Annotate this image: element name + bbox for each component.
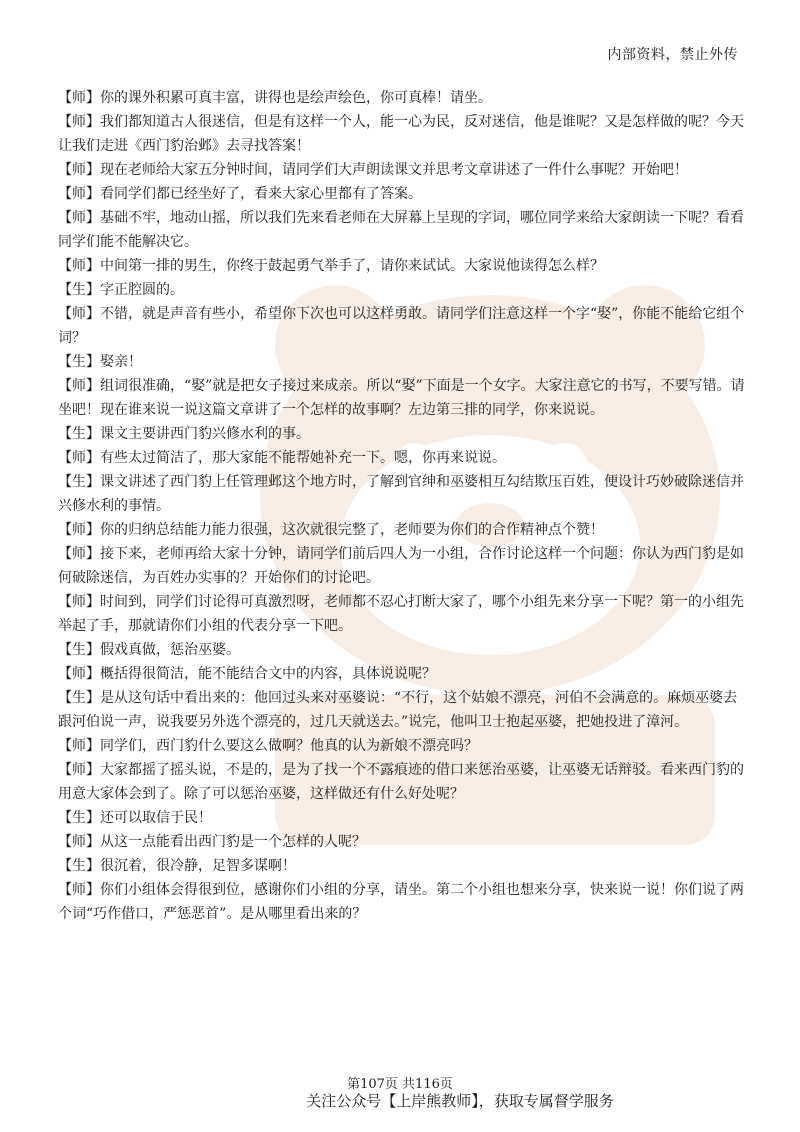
dialogue-line: 【师】接下来，老师再给大家十分钟，请同学们前后四人为一小组，合作讨论这样一个问题：你认为西门豹是如何破除迷信，为百姓办实事的？开始你们的讨论吧。	[58, 546, 744, 586]
page-number: 第107页 共116页	[347, 1077, 453, 1092]
dialogue-line: 【师】从这一点能看出西门豹是一个怎样的人呢？	[58, 834, 366, 850]
dialogue-line: 【师】你们小组体会得很到位，感谢你们小组的分享，请坐。第二个小组也想来分享，快来说一说！你们说了两个词“巧作借口，严惩恶首”。是从哪里看出来的？	[58, 882, 744, 922]
dialogue-line: 【师】中间第一排的男生，你终于鼓起勇气举手了，请你来试试。大家说他读得怎么样？	[58, 258, 604, 274]
dialogue-line: 【生】娶亲！	[58, 354, 142, 370]
dialogue-line: 【师】你的归纳总结能力能力很强，这次就很完整了，老师要为你们的合作精神点个赞！	[58, 522, 604, 538]
internal-material-notice: 内部资料，禁止外传	[607, 47, 738, 63]
dialogue-line: 【师】时间到，同学们讨论得可真激烈呀，老师都不忍心打断大家了，哪个小组先来分享一下呢？第一的小组先举起了手，那就请你们小组的代表分享一下吧。	[58, 594, 744, 634]
dialogue-line: 【师】有些太过简洁了，那大家能不能帮她补充一下。嗯，你再来说说。	[58, 450, 506, 466]
dialogue-line: 【师】你的课外积累可真丰富，讲得也是绘声绘色，你可真棒！请坐。	[58, 90, 492, 106]
dialogue-line: 【师】现在老师给大家五分钟时间，请同学们大声朗读课文并思考文章讲述了一件什么事呢？开始吧！	[58, 162, 688, 178]
dialogue-line: 【师】基础不牢，地动山摇，所以我们先来看老师在大屏幕上呈现的字词，哪位同学来给大家朗读一下呢？看看同学们能不能解决它。	[58, 210, 744, 250]
dialogue-line: 【生】课文讲述了西门豹上任管理邺这个地方时，了解到官绅和巫婆相互勾结欺压百姓，便设计巧妙破除迷信并兴修水利的事情。	[58, 474, 744, 514]
dialogue-line: 【生】很沉着，很冷静，足智多谋啊！	[58, 858, 296, 874]
dialogue-line: 【生】假戏真做，惩治巫婆。	[58, 642, 240, 658]
dialogue-line: 【师】组词很准确，“娶”就是把女子接过来成亲。所以“娶”下面是一个女字。大家注意它的书写，不要写错。请坐吧！现在谁来说一说这篇文章讲了一个怎样的故事啊？左边第三排的同学，你来说说。	[58, 378, 745, 418]
dialogue-transcript	[58, 86, 748, 926]
dialogue-line: 【生】课文主要讲西门豹兴修水利的事。	[58, 426, 310, 442]
wechat-promo-text: 关注公众号【上岸熊教师】，获取专属督学服务	[306, 1092, 614, 1110]
dialogue-line: 【师】不错，就是声音有些小，希望你下次也可以这样勇敢。请同学们注意这样一个字“娶”，你能不能给它组个词？	[58, 306, 745, 346]
dialogue-line: 【师】我们都知道古人很迷信，但是有这样一个人，能一心为民，反对迷信，他是谁呢？又是怎样做的呢？今天让我们走进《西门豹治邺》去寻找答案！	[58, 114, 744, 154]
dialogue-line: 【师】大家都摇了摇头说，不是的，是为了找一个不露痕迹的借口来惩治巫婆，让巫婆无话辩驳。看来西门豹的用意大家体会到了。除了可以惩治巫婆，这样做还有什么好处呢？	[58, 762, 744, 802]
dialogue-line: 【师】概括得很简洁，能不能结合文中的内容，具体说说呢？	[58, 666, 436, 682]
dialogue-line: 【生】字正腔圆的。	[58, 282, 184, 298]
dialogue-line: 【师】看同学们都已经坐好了，看来大家心里都有了答案。	[58, 186, 422, 202]
dialogue-line: 【生】是从这句话中看出来的：他回过头来对巫婆说：“不行，这个姑娘不漂亮，河伯不会满意的。麻烦巫婆去跟河伯说一声，说我要另外选个漂亮的，过几天就送去。”说完，他叫卫士抱起巫婆，把她投进了漳河。	[58, 690, 738, 730]
dialogue-line: 【师】同学们，西门豹什么要这么做啊？他真的认为新娘不漂亮吗？	[58, 738, 478, 754]
dialogue-line: 【生】还可以取信于民！	[58, 810, 212, 826]
